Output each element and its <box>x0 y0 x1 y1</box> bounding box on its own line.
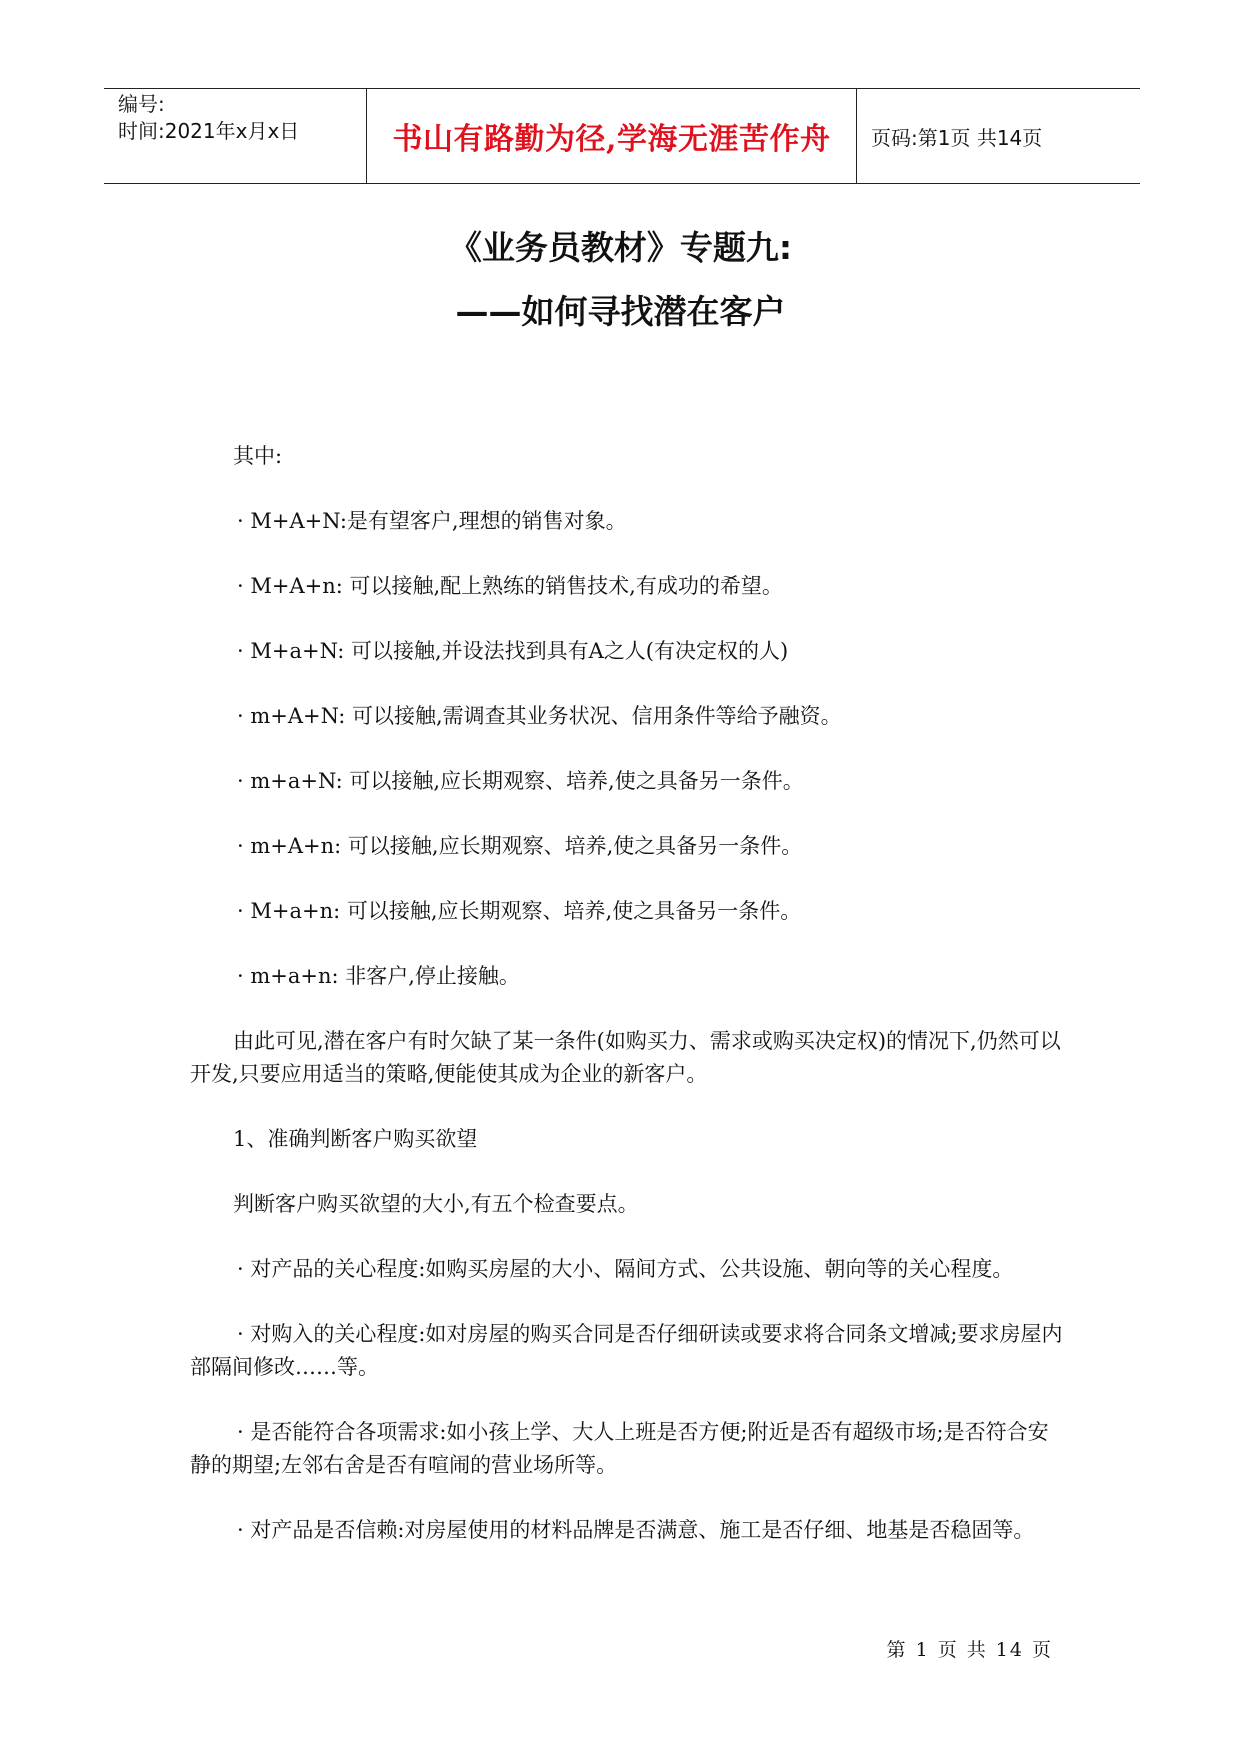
criteria-item-3: · M+a+N: 可以接触,并设法找到具有A之人(有决定权的人) <box>237 639 789 663</box>
criteria-item-2: · M+A+n: 可以接触,配上熟练的销售技术,有成功的希望。 <box>237 574 783 598</box>
check-point-2: · 对购入的关心程度:如对房屋的购买合同是否仔细研读或要求将合同条文增减;要求房屋内部隔间修改……等。 <box>190 1322 1063 1379</box>
header-motto: 书山有路勤为径,学海无涯苦作舟 <box>367 89 857 183</box>
document-date-label: 时间:2021年x月x日 <box>118 119 300 143</box>
criteria-item-1: · M+A+N:是有望客户,理想的销售对象。 <box>237 509 627 533</box>
criteria-item-8: · m+a+n: 非客户,停止接触。 <box>237 964 520 988</box>
summary-paragraph: 由此可见,潜在客户有时欠缺了某一条件(如购买力、需求或购买决定权)的情况下,仍然可以开发,只要应用适当的策略,便能使其成为企业的新客户。 <box>190 1029 1061 1086</box>
document-subtitle: ——如何寻找潜在客户 <box>455 292 786 331</box>
section-1-intro: 判断客户购买欲望的大小,有五个检查要点。 <box>233 1192 639 1216</box>
criteria-item-4: · m+A+N: 可以接触,需调查其业务状况、信用条件等给予融资。 <box>237 704 842 728</box>
criteria-item-6: · m+A+n: 可以接触,应长期观察、培养,使之具备另一条件。 <box>237 834 803 858</box>
intro-text: 其中: <box>233 444 283 468</box>
check-point-1: · 对产品的关心程度:如购买房屋的大小、隔间方式、公共设施、朝向等的关心程度。 <box>237 1257 1014 1281</box>
criteria-item-7: · M+a+n: 可以接触,应长期观察、培养,使之具备另一条件。 <box>237 899 802 923</box>
check-point-3: · 是否能符合各项需求:如小孩上学、大人上班是否方便;附近是否有超级市场;是否符合安静的期望;左邻右舍是否有喧闹的营业场所等。 <box>190 1420 1049 1477</box>
header-info-cell <box>104 89 367 183</box>
page-header <box>104 88 1140 184</box>
check-point-4: · 对产品是否信赖:对房屋使用的材料品牌是否满意、施工是否仔细、地基是否稳固等。 <box>237 1518 1035 1542</box>
page-footer: 第 1 页 共 14 页 <box>886 1639 1053 1661</box>
document-number-label: 编号: <box>118 92 165 116</box>
document-title: 《业务员教材》专题九: <box>448 228 793 267</box>
criteria-item-5: · m+a+N: 可以接触,应长期观察、培养,使之具备另一条件。 <box>237 769 804 793</box>
header-page-number: 页码:第1页 共14页 <box>871 125 1043 150</box>
section-1-heading: 1、准确判断客户购买欲望 <box>233 1127 478 1151</box>
